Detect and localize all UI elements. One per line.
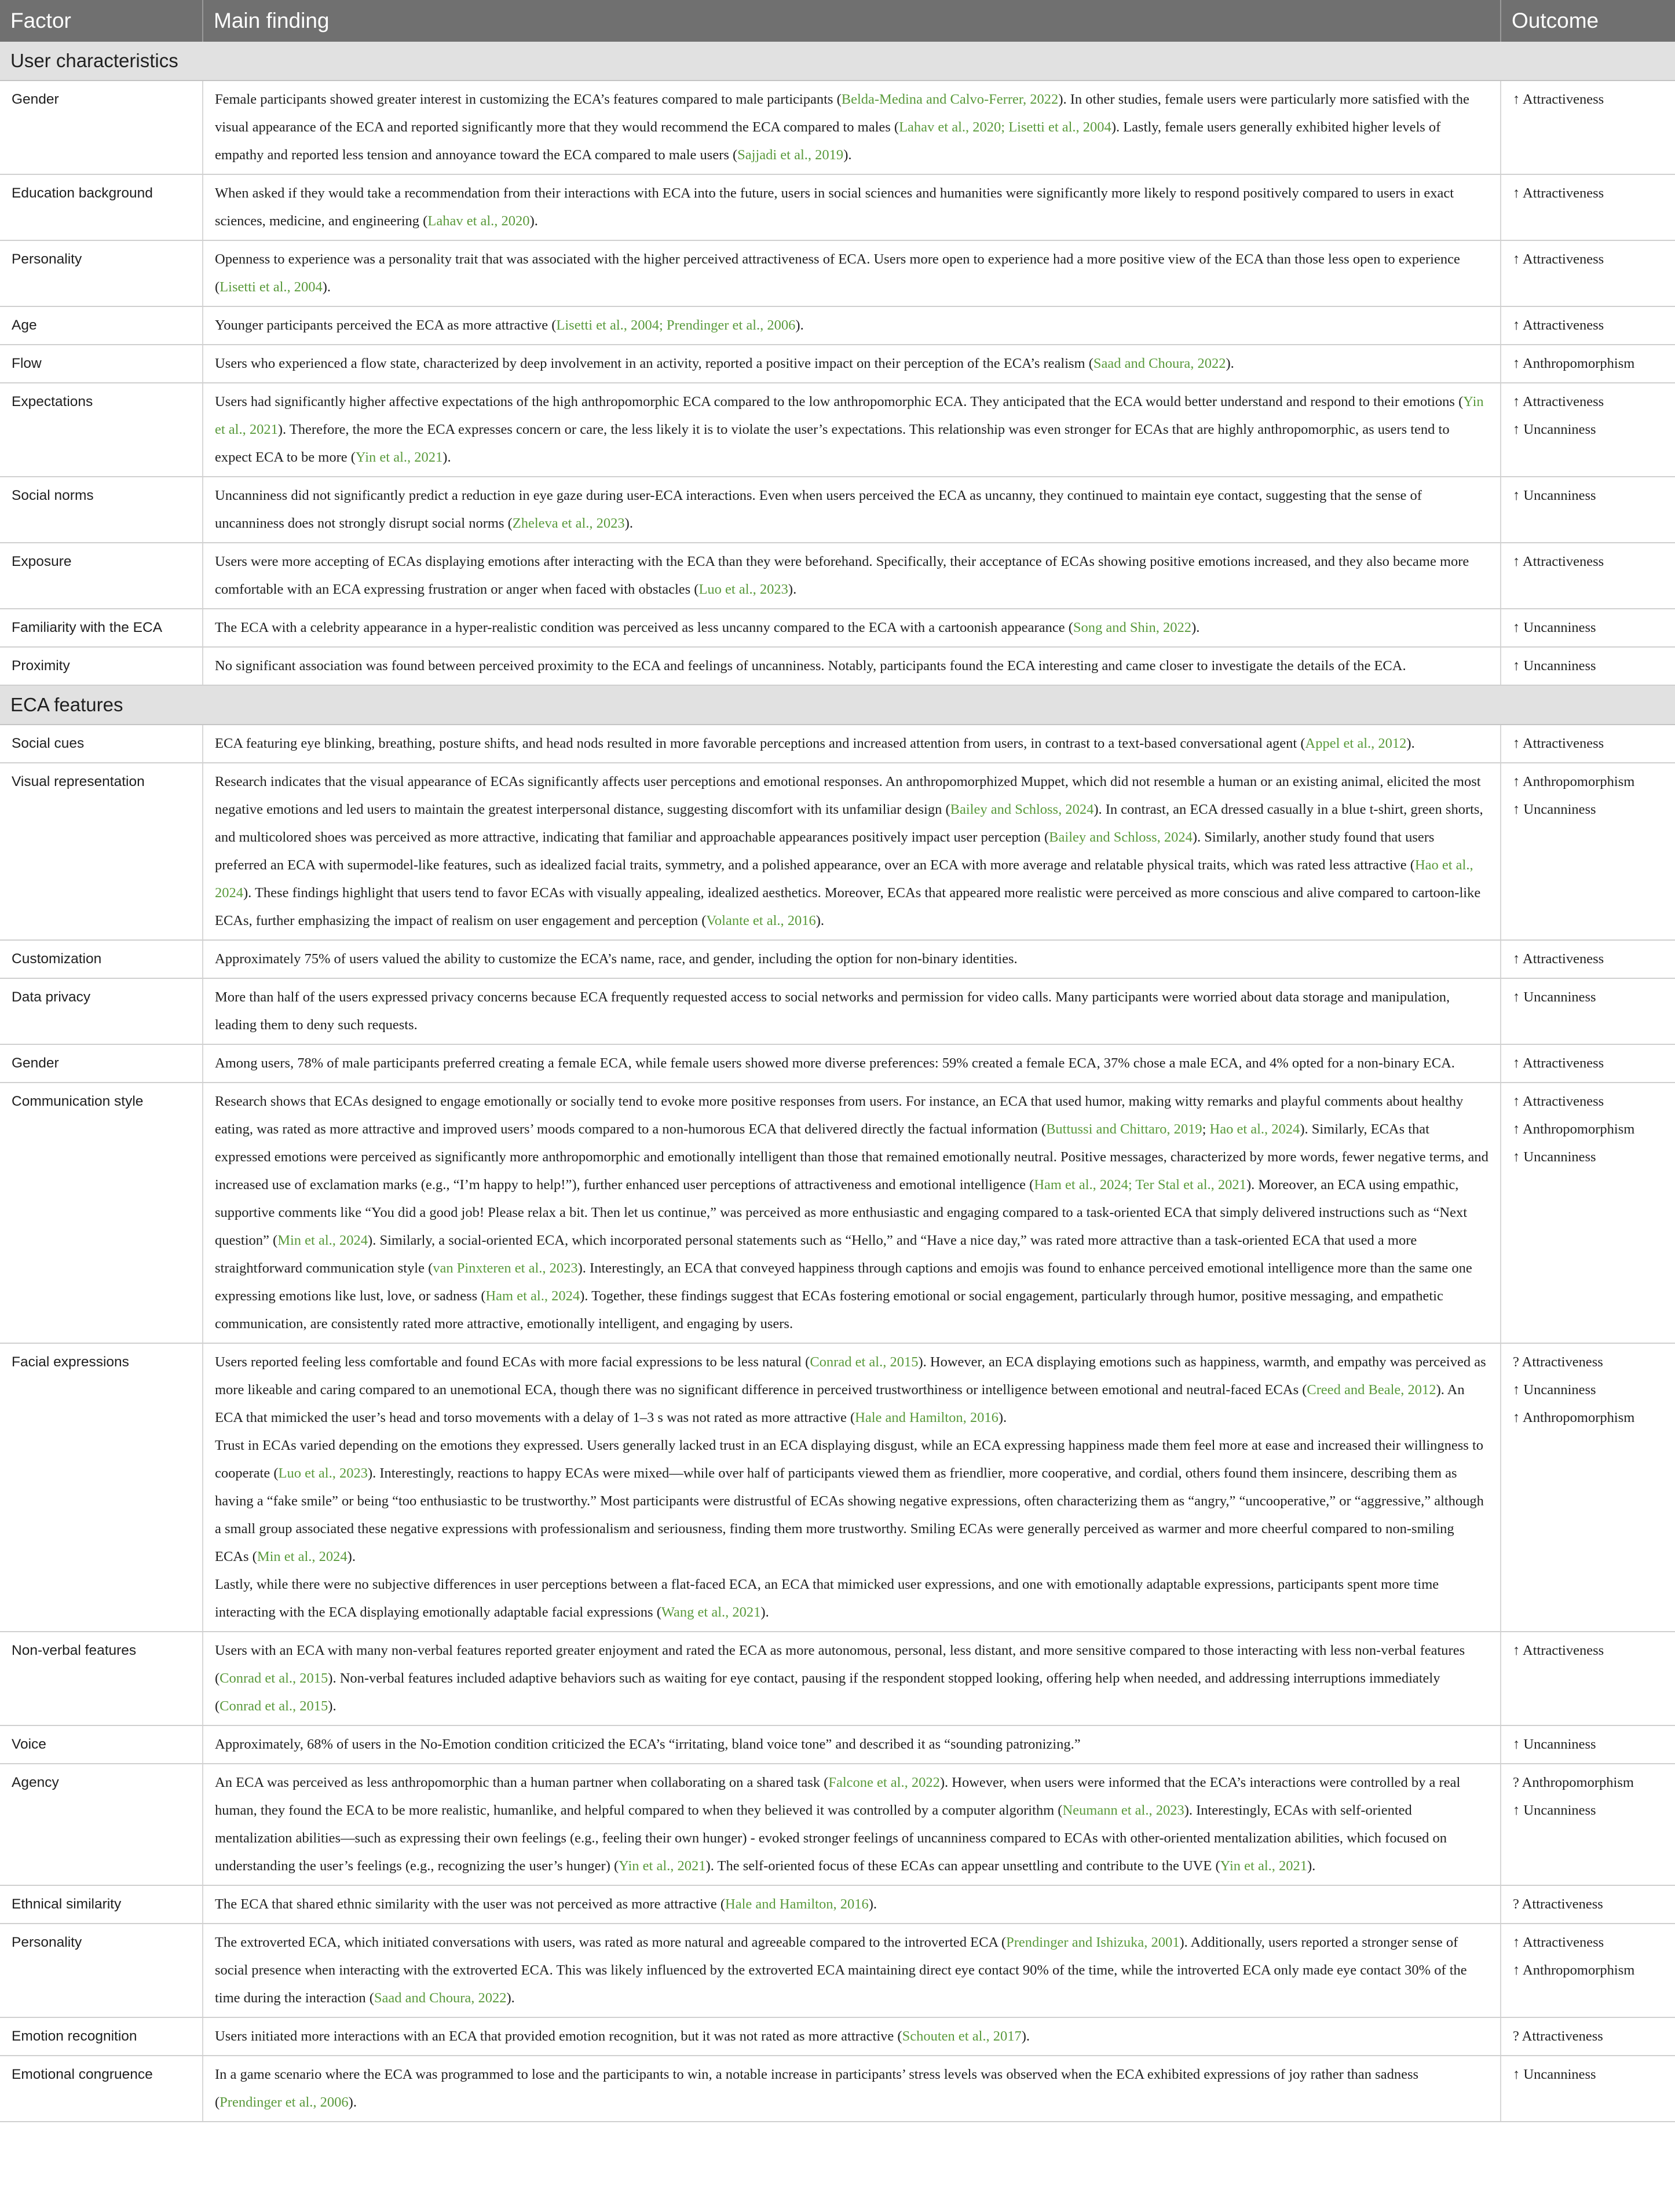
outcome-item: ↑ Uncanniness: [1513, 1382, 1596, 1398]
citation-link[interactable]: Saad and Choura, 2022: [1093, 356, 1226, 371]
outcome-cell: [1501, 345, 1675, 383]
finding-text: ). Together, these findings suggest that ECAs fostering emotional or social engagement, particularly through humor, positive messaging, and empathetic communication, are consistently rated more attractive, emotionally intelligent, and engaging by users.: [215, 1288, 1443, 1332]
outcome-item: ↑ Attractiveness: [1513, 554, 1604, 569]
section-title: User characteristics: [0, 42, 1675, 81]
citation-link[interactable]: Luo et al., 2023: [278, 1465, 368, 1481]
outcome-item: ↑ Anthropomorphism: [1513, 1410, 1635, 1425]
table-row: [0, 1083, 1675, 1343]
citation-link[interactable]: Prendinger et al., 2006: [220, 2094, 349, 2110]
outcome-cell: [1501, 2017, 1675, 2056]
factor-cell: Age: [0, 306, 203, 345]
finding-text: Among users, 78% of male participants preferred creating a female ECA, while female users showed more diverse preferences: 59% created a female ECA, 37% chose a male ECA, and 4% opted for a non-binary ECA.: [215, 1055, 1455, 1071]
finding-cell: [203, 1343, 1501, 1632]
outcome-cell: [1501, 1725, 1675, 1764]
finding-cell: [203, 978, 1501, 1044]
factor-cell: Proximity: [0, 647, 203, 685]
section-row: [0, 42, 1675, 81]
finding-text: ).: [868, 1896, 877, 1912]
citation-link[interactable]: Lisetti et al., 2004; Prendinger et al., 2006: [556, 317, 796, 333]
citation-link[interactable]: Min et al., 2024: [277, 1233, 368, 1248]
finding-text: ).: [506, 1990, 515, 2006]
finding-cell: [203, 345, 1501, 383]
finding-text: ). Interestingly, an ECA that conveyed happiness through captions and emojis was found to enhance perceived emotional intelligence more than the same one expressing emotions like lust, love, or sadness (: [215, 1260, 1472, 1304]
finding-text: Users had significantly higher affective expectations of the high anthropomorphic ECA compared to the low anthropomorphic ECA. They anticipated that the ECA would better understand and respond to their emotions (: [215, 394, 1464, 410]
finding-text: ).: [1226, 356, 1234, 371]
outcome-cell: [1501, 1885, 1675, 1924]
finding-text: ).: [1406, 736, 1415, 751]
finding-cell: [203, 2056, 1501, 2122]
table-row: [0, 240, 1675, 306]
finding-text: ). An ECA that mimicked the user’s head and torso movements with a delay of 1–3 s was not rated as more attractive (: [215, 1382, 1465, 1425]
finding-text: ).: [624, 515, 633, 531]
factor-cell: Exposure: [0, 543, 203, 609]
table-row: [0, 174, 1675, 240]
factor-cell: Data privacy: [0, 978, 203, 1044]
citation-link[interactable]: Lahav et al., 2020: [427, 213, 530, 229]
citation-link[interactable]: Conrad et al., 2015: [220, 1670, 328, 1686]
finding-text: ;: [1202, 1121, 1210, 1137]
section-row: [0, 685, 1675, 725]
finding-text: ).: [328, 1698, 337, 1714]
citation-link[interactable]: Yin et al., 2021: [355, 449, 443, 465]
finding-cell: [203, 1725, 1501, 1764]
finding-cell: [203, 1924, 1501, 2017]
finding-text: ). Therefore, the more the ECA expresses concern or care, the less likely it is to violate the user’s expectations. This relationship was even stronger for ECAs that are highly anthropomorphic, as users tend to expect ECA to be more (: [215, 422, 1450, 465]
outcome-item: ↑ Uncanniness: [1513, 1736, 1596, 1752]
table-row: [0, 1632, 1675, 1725]
table-row: [0, 1924, 1675, 2017]
finding-cell: [203, 2017, 1501, 2056]
outcome-cell: [1501, 725, 1675, 763]
finding-text: ). Moreover, an ECA using empathic, supportive comments like “You did a good job! Please relax a bit. Then let us continue,” was perceived as more enthusiastic and engaging compared to a task-oriented ECA that simply delivered instructions such as “Next question” (: [215, 1177, 1468, 1248]
table-row: [0, 2017, 1675, 2056]
finding-cell: [203, 763, 1501, 940]
finding-cell: [203, 543, 1501, 609]
finding-text: ).: [998, 1410, 1007, 1425]
citation-link[interactable]: Min et al., 2024: [257, 1549, 348, 1564]
outcome-cell: [1501, 174, 1675, 240]
outcome-cell: [1501, 940, 1675, 978]
finding-cell: [203, 383, 1501, 477]
table-row: [0, 1725, 1675, 1764]
citation-link[interactable]: Buttussi and Chittaro, 2019: [1046, 1121, 1202, 1137]
finding-text: ). These findings highlight that users tend to favor ECAs with visually appealing, idealized aesthetics. Moreover, ECAs that appeared more realistic were perceived as more conscious and alive compared to cartoon-like ECAs, further emphasizing the impact of realism on user engagement and perception (: [215, 885, 1481, 928]
header-main-finding: Main finding: [203, 0, 1501, 42]
finding-text: The extroverted ECA, which initiated conversations with users, was rated as more natural and agreeable compared to the introverted ECA (: [215, 1935, 1007, 1950]
factor-cell: Agency: [0, 1764, 203, 1885]
table-row: [0, 725, 1675, 763]
finding-cell: [203, 81, 1501, 174]
citation-link[interactable]: Yin et al., 2021: [1220, 1858, 1307, 1874]
citation-link[interactable]: Schouten et al., 2017: [902, 2028, 1022, 2044]
table-header: [0, 0, 1675, 42]
citation-link[interactable]: Yin et al., 2021: [215, 394, 1484, 437]
finding-text: ).: [1191, 620, 1200, 635]
finding-text: ). Interestingly, ECAs with self-oriented mentalization abilities—such as expressing their own feelings (e.g., feeling their own hunger) - evoked stronger feelings of uncanniness compared to ECAs with other-oriented mentalization abilities, which focused on understanding the user’s feelings (e.g., recognizing the user’s hunger) (: [215, 1802, 1447, 1874]
finding-text: ). In contrast, an ECA dressed casually in a blue t-shirt, green shorts, and multicolored shoes was perceived as more attractive, indicating that familiar and approachable appearances positively impact user perception (: [215, 802, 1483, 845]
outcome-item: ↑ Uncanniness: [1513, 620, 1596, 635]
outcome-item: ↑ Attractiveness: [1513, 394, 1604, 410]
finding-cell: [203, 1083, 1501, 1343]
finding-cell: [203, 725, 1501, 763]
outcome-cell: [1501, 647, 1675, 685]
outcome-item: ? Anthropomorphism: [1513, 1775, 1634, 1790]
finding-text: Younger participants perceived the ECA as more attractive (: [215, 317, 557, 333]
finding-text: ). Interestingly, reactions to happy ECAs were mixed—while over half of participants viewed them as friendlier, more cooperative, and cordial, others found them insincere, describing them as having a “fake smile” or being “too enthusiastic to be trustworthy.” Most participants were distrustful of ECAs showing negative expressions, often characterizing them as “angry,” “uncooperative,” or “aggressive,” although a small group associated these negative expressions with professionalism and seriousness, finding them more trustworthy. Smiling ECAs were generally perceived as warmer and more cheerful compared to non-smiling ECAs (: [215, 1465, 1484, 1564]
outcome-cell: [1501, 978, 1675, 1044]
factor-cell: Expectations: [0, 383, 203, 477]
finding-text: Lastly, while there were no subjective differences in user perceptions between a flat-faced ECA, an ECA that mimicked user expressions, and one with emotionally adaptable expressions, participants spent more time interacting with the ECA displaying emotionally adaptable facial expressions (: [215, 1577, 1439, 1620]
outcome-item: ↑ Anthropomorphism: [1513, 774, 1635, 789]
citation-link[interactable]: Prendinger and Ishizuka, 2001: [1006, 1935, 1180, 1950]
finding-text: Openness to experience was a personality trait that was associated with the higher perceived attractiveness of ECA. Users more open to experience had a more positive view of the ECA than those less open to experience (: [215, 251, 1460, 295]
citation-link[interactable]: Ham et al., 2024; Ter Stal et al., 2021: [1034, 1177, 1246, 1193]
outcome-item: ↑ Attractiveness: [1513, 1094, 1604, 1109]
finding-cell: [203, 1044, 1501, 1083]
finding-cell: [203, 306, 1501, 345]
citation-link[interactable]: Luo et al., 2023: [698, 582, 788, 597]
table-row: [0, 1885, 1675, 1924]
finding-text: ).: [347, 1549, 356, 1564]
outcome-cell: [1501, 81, 1675, 174]
finding-cell: [203, 477, 1501, 543]
outcome-item: ↑ Uncanniness: [1513, 488, 1596, 503]
finding-text: ). Non-verbal features included adaptive behaviors such as waiting for eye contact, pausing if the respondent stopped looking, offering help when needed, and addressing interruptions immediately (: [215, 1670, 1440, 1714]
outcome-item: ↑ Anthropomorphism: [1513, 356, 1635, 371]
citation-link[interactable]: Saad and Choura, 2022: [374, 1990, 507, 2006]
factor-cell: Non-verbal features: [0, 1632, 203, 1725]
outcome-cell: [1501, 2056, 1675, 2122]
table-row: [0, 1343, 1675, 1632]
outcome-item: ↑ Attractiveness: [1513, 251, 1604, 267]
outcome-item: ↑ Uncanniness: [1513, 658, 1596, 674]
citation-link[interactable]: Wang et al., 2021: [661, 1604, 761, 1620]
finding-text: ).: [760, 1604, 769, 1620]
outcome-item: ↑ Uncanniness: [1513, 802, 1596, 817]
factor-cell: Facial expressions: [0, 1343, 203, 1632]
finding-text: ).: [322, 279, 331, 295]
outcome-item: ↑ Uncanniness: [1513, 1149, 1596, 1165]
table-row: [0, 81, 1675, 174]
finding-text: Trust in ECAs varied depending on the emotions they expressed. Users generally lacked trust in an ECA displaying disgust, while an ECA expressing happiness made them feel more at ease and increased their willingness to cooperate (: [215, 1438, 1484, 1481]
finding-text: ). However, when users were informed that the ECA’s interactions were controlled by a real human, they found the ECA to be more realistic, humanlike, and helpful compared to when they believed it was controlled by a computer algorithm (: [215, 1775, 1461, 1818]
outcome-item: ↑ Attractiveness: [1513, 1055, 1604, 1071]
finding-text: In a game scenario where the ECA was programmed to lose and the participants to win, a notable increase in participants’ stress levels was observed when the ECA exhibited expressions of joy rather than sadness (: [215, 2067, 1419, 2110]
outcome-item: ↑ Uncanniness: [1513, 2067, 1596, 2082]
table-row: [0, 1764, 1675, 1885]
outcome-item: ↑ Anthropomorphism: [1513, 1121, 1635, 1137]
finding-text: The ECA with a celebrity appearance in a hyper-realistic condition was perceived as less uncanny compared to the ECA with a cartoonish appearance (: [215, 620, 1073, 635]
table-row: [0, 647, 1675, 685]
factor-cell: Personality: [0, 1924, 203, 2017]
outcome-item: ↑ Uncanniness: [1513, 422, 1596, 437]
outcome-cell: [1501, 383, 1675, 477]
outcome-item: ↑ Anthropomorphism: [1513, 1962, 1635, 1978]
header-factor: Factor: [0, 0, 203, 42]
citation-link[interactable]: Conrad et al., 2015: [220, 1698, 328, 1714]
outcome-cell: [1501, 1632, 1675, 1725]
finding-text: Users who experienced a flow state, characterized by deep involvement in an activity, reported a positive impact on their perception of the ECA’s realism (: [215, 356, 1093, 371]
finding-text: Users with an ECA with many non-verbal features reported greater enjoyment and rated the ECA as more autonomous, personal, less distant, and more sensitive compared to those interacting with less non-verbal features (: [215, 1643, 1465, 1686]
finding-text: An ECA was perceived as less anthropomorphic than a human partner when collaborating on a shared task (: [215, 1775, 829, 1790]
outcome-item: ↑ Attractiveness: [1513, 1643, 1604, 1658]
citation-link[interactable]: Creed and Beale, 2012: [1307, 1382, 1436, 1398]
factor-cell: Flow: [0, 345, 203, 383]
outcome-item: ↑ Uncanniness: [1513, 1802, 1596, 1818]
finding-text: ).: [348, 2094, 357, 2110]
table-row: [0, 763, 1675, 940]
finding-text: ECA featuring eye blinking, breathing, posture shifts, and head nods resulted in more favorable perceptions and increased attention from users, in contrast to a text-based conversational agent (: [215, 736, 1305, 751]
finding-text: ). Additionally, users reported a stronger sense of social presence when interacting with the extroverted ECA. This was likely influenced by the extroverted ECA maintaining direct eye contact 90% of the time, while the introverted ECA only made eye contact 30% of the time during the interaction (: [215, 1935, 1467, 2006]
outcome-cell: [1501, 1343, 1675, 1632]
finding-text: When asked if they would take a recommendation from their interactions with ECA into the future, users in social sciences and humanities were significantly more likely to respond positively compared to users in exact sciences, medicine, and engineering (: [215, 185, 1454, 229]
table-row: [0, 978, 1675, 1044]
outcome-cell: [1501, 609, 1675, 647]
factor-cell: Gender: [0, 1044, 203, 1083]
citation-link[interactable]: Falcone et al., 2022: [828, 1775, 940, 1790]
table-row: [0, 543, 1675, 609]
table-row: [0, 477, 1675, 543]
finding-text: ).: [1307, 1858, 1316, 1874]
factor-cell: Education background: [0, 174, 203, 240]
table-row: [0, 345, 1675, 383]
table-row: [0, 2056, 1675, 2122]
section-title: ECA features: [0, 685, 1675, 725]
table-row: [0, 609, 1675, 647]
finding-cell: [203, 174, 1501, 240]
finding-text: ). Similarly, ECAs that expressed emotions were perceived as significantly more anthropomorphic and emotionally intelligent than those that remained emotionally neutral. Positive messages, characterized by more words, fewer negative terms, and increased use of exclamation marks (e.g., “I’m happy to help!”), further enhanced user perceptions of attractiveness and emotional intelligence (: [215, 1121, 1489, 1193]
finding-text: Uncanniness did not significantly predict a reduction in eye gaze during user-ECA interactions. Even when users perceived the ECA as uncanny, they continued to maintain eye contact, suggesting that the sense of uncanniness does not strongly disrupt social norms (: [215, 488, 1422, 531]
citation-link[interactable]: Hao et al., 2024: [1209, 1121, 1300, 1137]
factor-cell: Gender: [0, 81, 203, 174]
citation-link[interactable]: Hale and Hamilton, 2016: [855, 1410, 999, 1425]
finding-cell: [203, 1632, 1501, 1725]
factor-cell: Familiarity with the ECA: [0, 609, 203, 647]
outcome-cell: [1501, 763, 1675, 940]
finding-text: Users initiated more interactions with an ECA that provided emotion recognition, but it was not rated as more attractive (: [215, 2028, 902, 2044]
citation-link[interactable]: Hale and Hamilton, 2016: [725, 1896, 869, 1912]
finding-text: ). However, an ECA displaying emotions such as happiness, warmth, and empathy was perceived as more likeable and caring compared to an unemotional ECA, though there was no significant difference in perceived trustworthiness or intelligence between emotional and neutral-faced ECAs (: [215, 1354, 1486, 1398]
citation-link[interactable]: Bailey and Schloss, 2024: [1049, 829, 1193, 845]
finding-text: More than half of the users expressed privacy concerns because ECA frequently requested access to social networks and permission for video calls. Many participants were worried about data storage and manipulation, leading them to deny such requests.: [215, 989, 1450, 1033]
factor-cell: Voice: [0, 1725, 203, 1764]
finding-text: Users reported feeling less comfortable and found ECAs with more facial expressions to be less natural (: [215, 1354, 810, 1370]
table-row: [0, 1044, 1675, 1083]
factor-cell: Customization: [0, 940, 203, 978]
outcome-item: ↑ Attractiveness: [1513, 92, 1604, 107]
factor-cell: Emotion recognition: [0, 2017, 203, 2056]
finding-cell: [203, 940, 1501, 978]
citation-link[interactable]: Sajjadi et al., 2019: [737, 147, 844, 163]
citation-link[interactable]: Volante et al., 2016: [706, 913, 816, 928]
outcome-cell: [1501, 240, 1675, 306]
citation-link[interactable]: Ham et al., 2024: [485, 1288, 580, 1304]
finding-text: ).: [529, 213, 538, 229]
outcome-cell: [1501, 477, 1675, 543]
citation-link[interactable]: Bailey and Schloss, 2024: [950, 802, 1094, 817]
outcome-cell: [1501, 1764, 1675, 1885]
finding-text: Approximately, 68% of users in the No-Emotion condition criticized the ECA’s “irritating, bland voice tone” and described it as “sounding patronizing.”: [215, 1736, 1081, 1752]
factor-cell: Visual representation: [0, 763, 203, 940]
finding-text: The ECA that shared ethnic similarity with the user was not perceived as more attractive (: [215, 1896, 726, 1912]
finding-text: ). In other studies, female users were particularly more satisfied with the visual appearance of the ECA and reported significantly more that they would recommend the ECA compared to males (: [215, 92, 1469, 135]
finding-text: Approximately 75% of users valued the ability to customize the ECA’s name, race, and gender, including the option for non-binary identities.: [215, 951, 1018, 967]
citation-link[interactable]: Yin et al., 2021: [619, 1858, 706, 1874]
finding-text: ).: [442, 449, 451, 465]
citation-link[interactable]: Belda-Medina and Calvo-Ferrer, 2022: [841, 92, 1059, 107]
finding-text: ). Lastly, female users generally exhibited higher levels of empathy and reported less tension and annoyance toward the ECA compared to male users (: [215, 119, 1441, 163]
finding-text: ).: [795, 317, 804, 333]
finding-text: ).: [843, 147, 852, 163]
outcome-item: ↑ Attractiveness: [1513, 736, 1604, 751]
citation-link[interactable]: Zheleva et al., 2023: [512, 515, 625, 531]
finding-text: Users were more accepting of ECAs displaying emotions after interacting with the ECA than they were beforehand. Specifically, their acceptance of ECAs showing positive emotions increased, and they also became more comfortable with an ECA expressing frustration or anger when faced with obstacles (: [215, 554, 1469, 597]
outcome-item: ↑ Attractiveness: [1513, 317, 1604, 333]
citation-link[interactable]: Lahav et al., 2020; Lisetti et al., 2004: [899, 119, 1111, 135]
citation-link[interactable]: Song and Shin, 2022: [1073, 620, 1192, 635]
header-outcome: Outcome: [1501, 0, 1675, 42]
finding-text: ).: [815, 913, 825, 928]
citation-link[interactable]: Hao et al., 2024: [215, 857, 1473, 901]
factor-cell: Emotional congruence: [0, 2056, 203, 2122]
finding-text: ). The self-oriented focus of these ECAs can appear unsettling and contribute to the UVE (: [705, 1858, 1220, 1874]
finding-text: Research indicates that the visual appearance of ECAs significantly affects user perceptions and emotional responses. An anthropomorphized Muppet, which did not resemble a human or an existing animal, elicited the most negative emotions and led users to maintain the greatest interpersonal distance, suggesting discomfort with its unfamiliar design (: [215, 774, 1481, 817]
finding-text: ). Similarly, another study found that users preferred an ECA with supermodel-like features, such as idealized facial traits, symmetry, and a polished appearance, over an ECA with more average and relatable physical traits, which was rated less attractive (: [215, 829, 1435, 873]
citation-link[interactable]: Conrad et al., 2015: [810, 1354, 919, 1370]
citation-link[interactable]: Lisetti et al., 2004: [220, 279, 323, 295]
finding-cell: [203, 609, 1501, 647]
finding-cell: [203, 647, 1501, 685]
finding-cell: [203, 240, 1501, 306]
finding-cell: [203, 1885, 1501, 1924]
citation-link[interactable]: Appel et al., 2012: [1305, 736, 1407, 751]
finding-text: No significant association was found between perceived proximity to the ECA and feelings of uncanniness. Notably, participants found the ECA interesting and came closer to investigate the details of the ECA.: [215, 658, 1406, 674]
outcome-cell: [1501, 306, 1675, 345]
outcome-item: ? Attractiveness: [1513, 2028, 1603, 2044]
finding-text: ). Similarly, a social-oriented ECA, which incorporated personal statements such as “Hello,” and “Have a nice day,” was rated more attractive than a task-oriented ECA that used a more straightforward communication style (: [215, 1233, 1417, 1276]
citation-link[interactable]: van Pinxteren et al., 2023: [433, 1260, 578, 1276]
outcome-cell: [1501, 1044, 1675, 1083]
outcome-item: ? Attractiveness: [1513, 1354, 1603, 1370]
table-row: [0, 383, 1675, 477]
finding-text: Female participants showed greater interest in customizing the ECA’s features compared to male participants (: [215, 92, 842, 107]
factor-cell: Communication style: [0, 1083, 203, 1343]
table-body: [0, 42, 1675, 2122]
factor-cell: Personality: [0, 240, 203, 306]
finding-text: ).: [788, 582, 797, 597]
factor-cell: Ethnical similarity: [0, 1885, 203, 1924]
outcome-item: ↑ Attractiveness: [1513, 1935, 1604, 1950]
finding-text: ).: [1021, 2028, 1030, 2044]
outcome-cell: [1501, 543, 1675, 609]
citation-link[interactable]: Neumann et al., 2023: [1062, 1802, 1184, 1818]
table-row: [0, 306, 1675, 345]
outcome-item: ↑ Uncanniness: [1513, 989, 1596, 1005]
outcome-cell: [1501, 1083, 1675, 1343]
outcome-item: ↑ Attractiveness: [1513, 951, 1604, 967]
outcome-item: ? Attractiveness: [1513, 1896, 1603, 1912]
finding-cell: [203, 1764, 1501, 1885]
factor-cell: Social cues: [0, 725, 203, 763]
factor-cell: Social norms: [0, 477, 203, 543]
finding-text: Research shows that ECAs designed to engage emotionally or socially tend to evoke more positive responses from users. For instance, an ECA that used humor, making witty remarks and playful comments about healthy eating, was rated as more attractive and improved users’ moods compared to a non-humorous ECA that delivered directly the factual information (: [215, 1094, 1464, 1137]
outcome-item: ↑ Attractiveness: [1513, 185, 1604, 201]
table-row: [0, 940, 1675, 978]
outcome-cell: [1501, 1924, 1675, 2017]
